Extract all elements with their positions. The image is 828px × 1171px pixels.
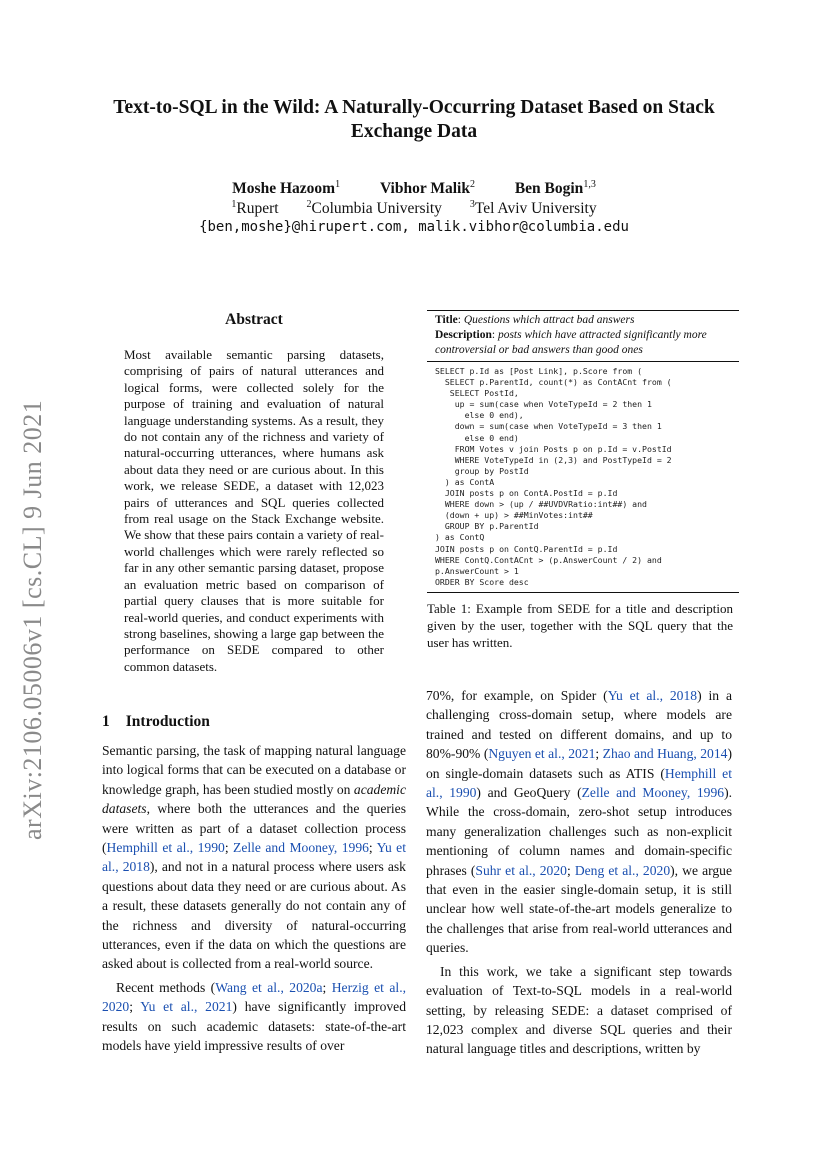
example-table	[427, 310, 739, 593]
citation-link[interactable]: Herzig et al., 2020	[102, 979, 406, 1015]
abstract-text: Most available semantic parsing datasets, comprising of pairs of natural utterances and logical forms, were collected solely for the purpose of training and evaluation of natural language understanding systems. As a result, they do not contain any of the richness and variety of natural-occurring utterances, where humans ask about data they need or are curious about. In this work, we release SEDE, a dataset with 12,023 pairs of utterances and SQL queries collected from real usage on the Stack Exchange website. We show that these pairs contain a variety of real-world challenges which were rarely reflected so far in any other semantic parsing dataset, propose an evaluation metric based on comparison of partial query clauses that is more suitable for real-world queries, and conduct experiments with strong baselines, showing a large gap between the performance on SEDE compared to other common datasets.	[124, 347, 384, 674]
table-caption: Table 1: Example from SEDE for a title and description given by the user, together with the SQL query that the user has written.	[427, 601, 733, 651]
author-list	[100, 179, 728, 198]
paragraph: Recent methods (Wang et al., 2020a; Herzig et al., 2020; Yu et al., 2021) have significantly improved results on such academic datasets: state-of-the-art models have yield impressive results of over	[102, 979, 407, 1054]
right-column-body	[426, 686, 732, 1059]
affiliation-list	[100, 199, 728, 218]
citation-link[interactable]: Nguyen et al., 2021	[488, 746, 596, 762]
author: Vibhor Malik$^2$	[379, 179, 475, 197]
citation-link[interactable]: Zelle and Mooney, 1996	[233, 840, 369, 856]
table-header	[427, 311, 739, 362]
citation-link[interactable]: Suhr et al., 2020	[475, 862, 567, 878]
sql-query: SELECT p.Id as [Post Link], p.Score from ( SELECT p.ParentId, count(*) as ContACnt from ( SELECT PostId, up = sum(case when VoteTypeId = 2 then 1 else 0 end), down = sum(case when VoteTypeId = 3 then 1 else 0 end) FROM Votes v join Posts p on p.Id = v.PostId WHERE VoteTypeId in (2,3) and PostTypeId = 2 group by PostId ) as ContA JOIN posts p on ContA.PostId = p.Id WHERE down > (up / ##UVDVRatio:int##) and (down + up) > ##MinVotes:int## GROUP BY p.ParentId ) as ContQ JOIN posts p on ContQ.ParentId = p.Id WHERE ContQ.ContACnt > (p.AnswerCount / 2) and p.AnswerCount > 1 ORDER BY Score desc	[435, 366, 672, 587]
paper-title: Text-to-SQL in the Wild: A Naturally-Occurring Dataset Based on Stack Exchange Data	[113, 97, 715, 142]
affiliation: $^1$Rupert	[231, 199, 279, 217]
section-heading: 1 Introduction	[102, 713, 210, 730]
affiliation: $^2$Columbia University	[306, 199, 442, 217]
abstract-heading: Abstract	[225, 311, 283, 328]
author: Moshe Hazoom$^1$	[232, 179, 341, 197]
citation-link[interactable]: Hemphill et al., 1990	[106, 840, 225, 856]
author-emails: {ben,moshe}@hirupert.com, malik.vibhor@columbia.edu	[199, 219, 629, 235]
table-description-row: Description: posts which have attracted significantly more controversial or bad answers than good ones	[435, 329, 707, 356]
author: Ben Bogin$^{1,3}$	[514, 179, 596, 197]
affiliation: $^3$Tel Aviv University	[469, 199, 597, 217]
table-title-row: Title: Questions which attract bad answers	[435, 314, 635, 326]
paragraph: 70%, for example, on Spider (Yu et al., 2018) in a challenging cross-domain setup, where models are trained and tested on different domains, and up to 80%-90% (Nguyen et al., 2021; Zhao and Huang, 2014) on single-domain datasets such as ATIS (Hemphill et al., 1990) and GeoQuery (Zelle and Mooney, 1996). While the cross-domain, zero-shot setup introduces many generalization challenges such as non-explicit mentioning of column names and domain-specific phrases (Suhr et al., 2020; Deng et al., 2020), we argue that even in the easier single-domain setup, it is still unclear how well state-of-the-art models generalize to the challenges that arise from real-world utterances and queries.	[426, 688, 733, 956]
citation-link[interactable]: Zhao and Huang, 2014	[602, 746, 728, 762]
citation-link[interactable]: Yu et al., 2018	[607, 688, 698, 703]
paragraph: In this work, we take a significant step towards evaluation of Text-to-SQL models in a real-world setting, by releasing SEDE: a dataset comprised of 12,023 complex and diverse SQL queries and their natural language titles and descriptions, written by	[426, 963, 732, 1057]
citation-link[interactable]: Yu et al., 2021	[140, 999, 233, 1015]
citation-link[interactable]: Wang et al., 2020a	[215, 979, 323, 995]
citation-link[interactable]: Zelle and Mooney, 1996	[581, 785, 725, 801]
introduction-body	[102, 741, 406, 1056]
paragraph: Semantic parsing, the task of mapping natural language into logical forms that can be executed on a database or knowledge graph, has been studied mostly on academic datasets, where both the utterances and the queries were written as part of a dataset collection process (Hemphill et al., 1990; Zelle and Mooney, 1996; Yu et al., 2018), and not in a natural process where users ask questions about data they need or are curious about. As a result, these datasets generally do not contain any of the richness and diversity of natural-occurring utterances, even if the data on which the questions are asked about is collected from a real-world source.	[102, 743, 406, 972]
citation-link[interactable]: Yu et al., 2018	[102, 840, 406, 875]
citation-link[interactable]: Hemphill et al., 1990	[426, 765, 732, 801]
arxiv-identifier: arXiv:2106.05006v1 [cs.CL] 9 Jun 2021	[18, 399, 47, 840]
citation-link[interactable]: Deng et al., 2020	[574, 862, 671, 878]
